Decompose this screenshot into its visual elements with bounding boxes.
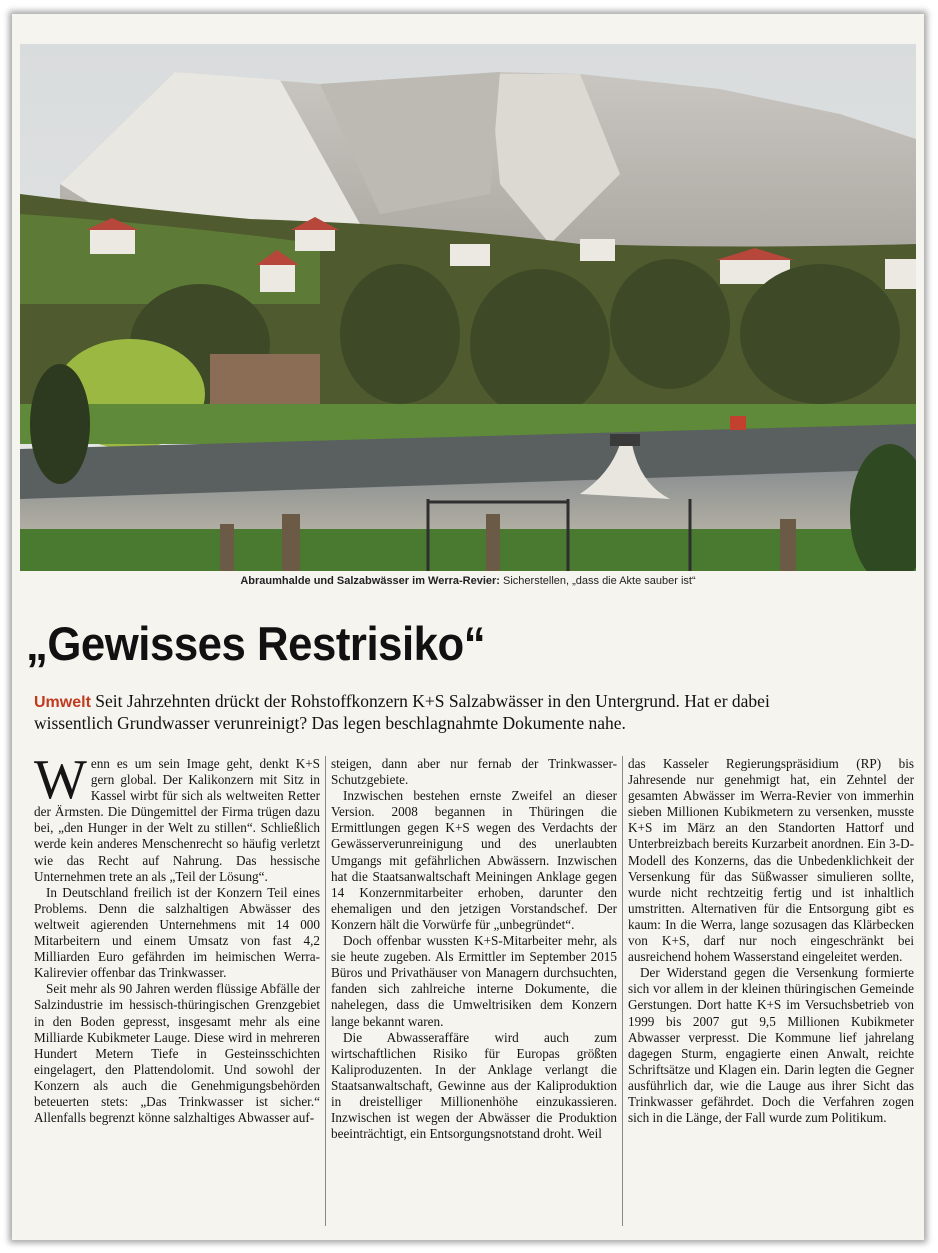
- paragraph: Seit mehr als 90 Jahren werden flüssige Abfälle der Salzindustrie im hessisch-thüringischen Grenzgebiet in den Boden gepresst, insgesamt mehr als eine Milliarde Kubikmeter Lauge. Diese wird in mehreren Hundert Metern Tiefe in Gesteinsschichten eingelagert, den Plattendolomit. Und sowohl der Konzern als auch die Genehmigungsbehörden beteuerten stets: „Das Trinkwasser ist sicher.“ Allenfalls begrenzt könne salzhaltiges Abwasser auf-: [34, 981, 320, 1126]
- paragraph: Doch offenbar wussten K+S-Mitarbeiter mehr, als sie heute zugeben. Als Ermittler im September 2015 Büros und Privathäuser von Managern durchsuchten, fanden sich zahlreiche interne Dokumente, die nahelegen, dass die Umweltrisiken dem Konzern lange bekannt waren.: [331, 933, 617, 1029]
- column-divider: [325, 756, 326, 1226]
- article-headline: „Gewisses Restrisiko“: [26, 617, 486, 670]
- paragraph: das Kasseler Regierungspräsidium (RP) bis Jahresende nur genehmigt hat, ein Zehntel der gesamten Abwässer im Werra-Revier von immerhin sieben Millionen Kubikmetern zu versenken, musste K+S im März an den Standorten Hattorf und Unterbreizbach bereits Kurzarbeit anordnen. Ein 3-D-Modell des Konzerns, das die Unbedenklichkeit der Versenkung für das Süßwasser simulieren sollte, wurde nicht rechtzeitig fertig und ist inhaltlich umstritten. Alternativen für die Entsorgung gibt es kaum: In die Werra, lange sozusagen das Klärbecken von K+S, darf nur noch eingeschränkt bei ausreichend hohem Wasserstand eingeleitet werden.: [628, 756, 914, 965]
- section-kicker: Umwelt: [34, 694, 91, 711]
- lead-text: Seit Jahrzehnten drückt der Rohstoffkonzern K+S Salzabwässer in den Untergrund. Hat er dabei wissentlich Grundwasser verunreinigt? Das legen beschlagnahmte Dokumente nahe.: [34, 691, 770, 733]
- paragraph: steigen, dann aber nur fernab der Trinkwasser-Schutzgebiete.: [331, 756, 617, 788]
- paragraph-text: enn es um sein Image geht, denkt K+S gern global. Der Kalikonzern mit Sitz in Kassel wirbt für sich als weltweiten Retter der Ärmsten. Die Düngemittel der Firma trügen dazu bei, „den Hunger in der Welt zu stillen“. Schließlich werde kein anderes Menschenrecht so häufig verletzt wie das Recht auf Nahrung. Das hessische Unternehmen trete an als „Teil der Lösung“.: [34, 756, 320, 884]
- caption-text: Sicherstellen, „dass die Akte sauber ist“: [499, 575, 696, 587]
- landscape-photo: [20, 44, 916, 571]
- paragraph: Inzwischen bestehen ernste Zweifel an dieser Version. 2008 begannen in Thüringen die Ermittlungen gegen K+S wegen des Verdachts der Gewässerverunreinigung und des unerlaubten Umgangs mit gefährlichen Abwässern. Inzwischen hat die Staatsanwaltschaft Meiningen Anklage gegen 14 Konzernmitarbeiter erhoben, darunter den ehemaligen und den jetzigen Vorstandschef. Der Konzern hält die Vorwürfe für „unbegründet“.: [331, 788, 617, 932]
- body-column-1: [34, 749, 320, 1126]
- body-column-3: [628, 756, 914, 1126]
- caption-bold: Abraumhalde und Salzabwässer im Werra-Revier:: [240, 575, 500, 587]
- article-body: [34, 749, 914, 1236]
- article-lead: [34, 691, 824, 734]
- paragraph: In Deutschland freilich ist der Konzern Teil eines Problems. Denn die salzhaltigen Abwässer des weltweit agierenden Unternehmens mit 14 000 Mitarbeitern und einem Umsatz von fast 4,2 Milliarden Euro gefährden im heimischen Werra-Kalirevier offenbar das Trinkwasser.: [34, 884, 320, 981]
- paragraph: Die Abwasseraffäre wird auch zum wirtschaftlichen Risiko für Europas größten Kaliproduzenten. In der Anklage verlangt die Staatsanwaltschaft, Gewinne aus der Kaliproduktion in dreistelliger Millionenhöhe einzukassieren. Inzwischen ist wegen der Abwässer die Produktion beeinträchtigt, ein Entsorgungsnotstand droht. Weil: [331, 1029, 617, 1142]
- article-photo: [20, 44, 916, 571]
- body-column-2: [331, 756, 617, 1142]
- column-divider: [622, 756, 623, 1226]
- magazine-page: [12, 14, 924, 1240]
- photo-caption: [12, 575, 924, 587]
- paragraph: Der Widerstand gegen die Versenkung formierte sich vor allem in der kleinen thüringischen Gemeinde Gerstungen. Dort hatte K+S im Versuchsbetrieb von 1999 bis 2007 gut 9,5 Millionen Kubikmeter Abwasser verpresst. Die Kommune lief jahrelang dagegen Sturm, engagierte einen Anwalt, reichte Schriftsätze und Klagen ein. Darin legten die Gegner ausführlich dar, wie die Lauge aus ihrer Sicht das Trinkwasser gefährdet. Doch die Verfahren zogen sich in die Länge, der Fall wurde zum Politikum.: [628, 965, 914, 1126]
- drop-cap: W: [34, 749, 87, 811]
- paragraph: [34, 749, 320, 885]
